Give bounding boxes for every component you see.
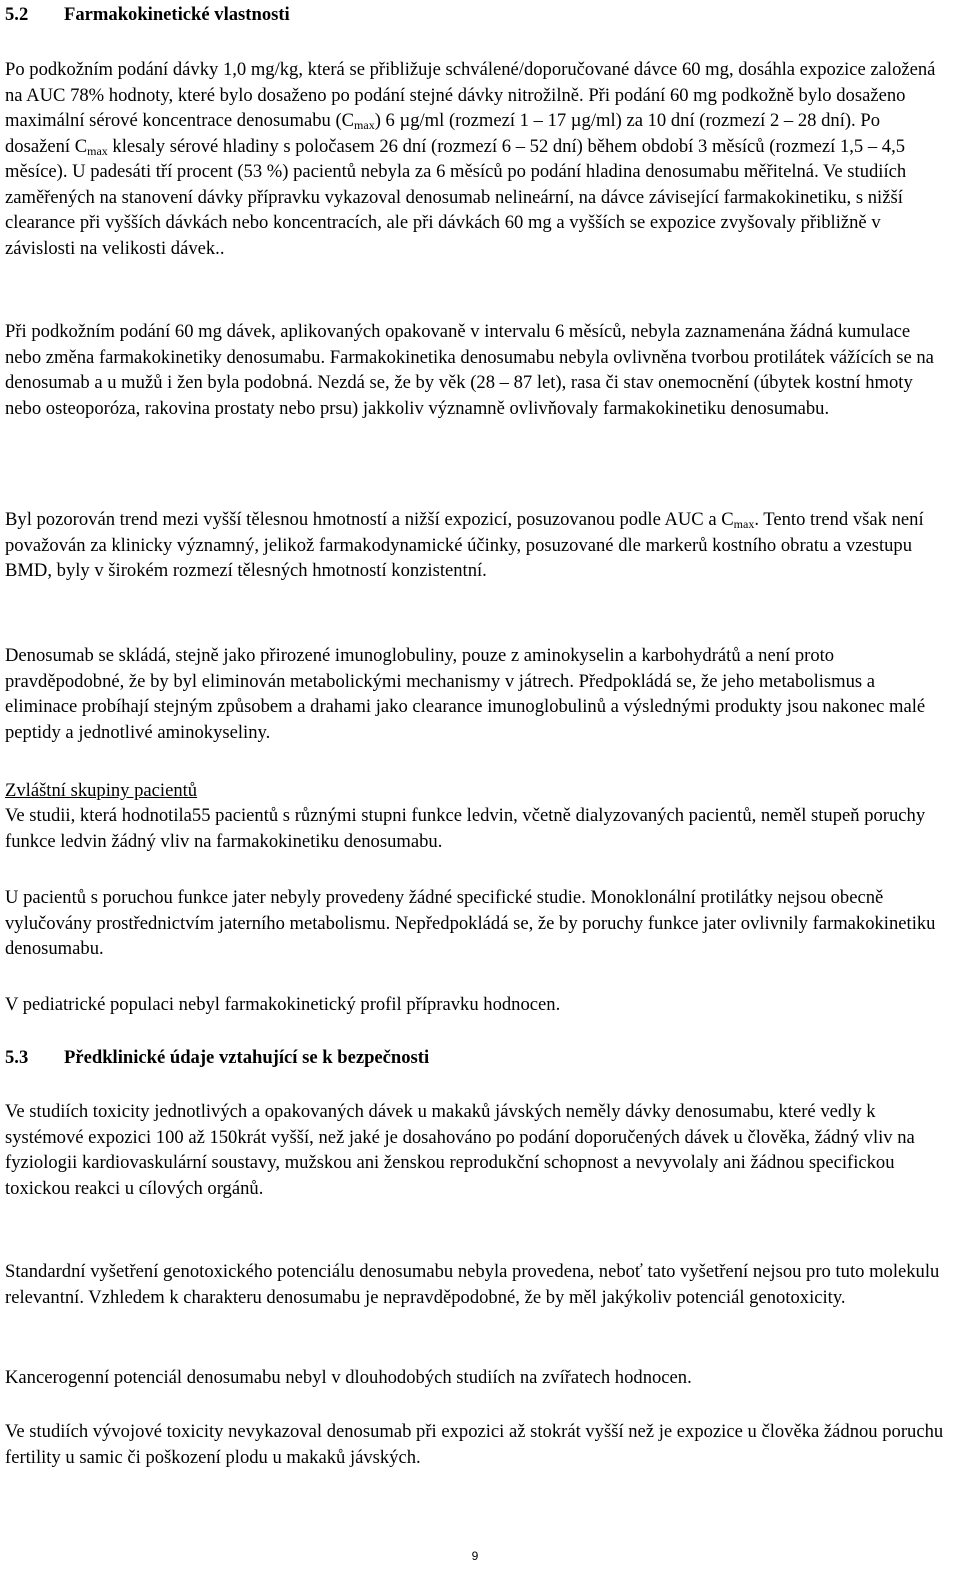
section-title: Farmakokinetické vlastnosti <box>64 4 290 25</box>
special-populations-subheading: Zvláštní skupiny pacientů <box>5 780 198 801</box>
repeated-dosing-paragraph: Při podkožním podání 60 mg dávek, aplikovaných opakovaně v intervalu 6 měsíců, nebyla zaznamenána žádná kumulace nebo změna farmakokinetiky denosumabu. Farmakokinetika denosumabu nebyla ovlivněna tvorbou protilátek vážících se na denosumab a u mužů i žen byla podobná. Nezdá se, že by věk (28 – 87 let), rasa či stav onemocnění (úbytek kostní hmoty nebo osteoporóza, rakovina prostaty nebo prsu) jakkoliv významně ovlivňovaly farmakokinetiku denosumabu. <box>5 321 934 419</box>
toxicity-paragraph: Ve studiích toxicity jednotlivých a opakovaných dávek u makaků jávských neměly dávky denosumabu, které vedly k systémové expozici 100 až 150krát vyšší, než jaké je dosahováno po podání doporučených dávek u člověka, žádný vliv na fyziologii kardiovaskulární soustavy, mužskou ani ženskou reprodukční schopnost a nevyvolaly ani žádnou specifickou toxickou reakci u cílových orgánů. <box>5 1101 915 1199</box>
pharmacokinetics-paragraph: Po podkožním podání dávky 1,0 mg/kg, která se přibližuje schválené/doporučované dávce 60 mg, dosáhla expozice založená na AUC 78% hodnoty, které bylo dosaženo po podání stejné dávky nitrožilně. Při podání 60 mg podkožně bylo dosaženo maximální sérové koncentrace denosumabu $(C_{max})$ 6 µg/ml (rozmezí 1 – 17 µg/ml) za 10 dní (rozmezí 2 – 28 dní). Po dosažení $C_{max}$ klesaly sérové hladiny s poločasem 26 dní (rozmezí 6 – 52 dní) během období 3 měsíců (rozmezí 1,5 – 4,5 měsíce). U padesáti tří procent (53 %) pacientů nebyla za 6 měsíců po podání hladina denosumabu měřitelná. Ve studiích zaměřených na stanovení dávky přípravku vykazoval denosumab nelineární, na dávce závisející farmakokinetiku, s nižší clearance při vyšších dávkách nebo koncentracích, ale při dávkách 60 mg a vyšších se expozice zvyšovaly přibližně v závislosti na velikosti dávek.. <box>5 59 936 259</box>
section-number: 5.2 <box>5 4 29 25</box>
section-number: 5.3 <box>5 1047 29 1068</box>
section-heading-5-2 <box>5 2 290 28</box>
developmental-toxicity-paragraph: Ve studiích vývojové toxicity nevykazoval denosumab při expozici až stokrát vyšší než je expozice u člověka žádnou poruchu fertility u samic či poškození plodu u makaků jávských. <box>5 1421 944 1468</box>
pediatric-paragraph: V pediatrické populaci nebyl farmakokinetický profil přípravku hodnocen. <box>5 994 561 1015</box>
renal-impairment-paragraph: Ve studii, která hodnotila55 pacientů s různými stupni funkce ledvin, včetně dialyzovaných pacientů, neměl stupeň poruchy funkce ledvin žádný vliv na farmakokinetiku denosumabu. <box>5 805 926 852</box>
metabolism-paragraph: Denosumab se skládá, stejně jako přirozené imunoglobuliny, pouze z aminokyselin a karbohydrátů a není proto pravděpodobné, že by byl eliminován metabolickými mechanismy v játrech. Předpokládá se, že jeho metabolismus a eliminace probíhají stejným způsobem a drahami jako clearance imunoglobulinů a výslednými produkty jsou nakonec malé peptidy a jednotlivé aminokyseliny. <box>5 645 926 743</box>
body-weight-paragraph: Byl pozorován trend mezi vyšší tělesnou hmotností a nižší expozicí, posuzovanou podle AUC a $C_{max}$. Tento trend však není považován za klinicky významný, jelikož farmakodynamické účinky, posuzované dle markerů kostního obratu a vzestupu BMD, byly v širokém rozmezí tělesných hmotností konzistentní. <box>5 509 924 581</box>
genotoxicity-paragraph: Standardní vyšetření genotoxického potenciálu denosumabu nebyla provedena, neboť tato vyšetření nejsou pro tuto molekulu relevantní. Vzhledem k charakteru denosumabu je nepravděpodobné, že by měl jakýkoliv potenciál genotoxicity. <box>5 1261 940 1308</box>
hepatic-impairment-paragraph: U pacientů s poruchou funkce jater nebyly provedeny žádné specifické studie. Monoklonální protilátky nejsou obecně vylučovány prostřednictvím jaterního metabolismu. Nepředpokládá se, že by poruchy funkce jater ovlivnily farmakokinetiku denosumabu. <box>5 887 936 959</box>
section-title: Předklinické údaje vztahující se k bezpečnosti <box>64 1047 430 1068</box>
section-heading-5-3 <box>5 1045 429 1071</box>
page-number: 9 <box>471 1549 479 1563</box>
carcinogenicity-paragraph: Kancerogenní potenciál denosumabu nebyl v dlouhodobých studiích na zvířatech hodnocen. <box>5 1367 692 1388</box>
